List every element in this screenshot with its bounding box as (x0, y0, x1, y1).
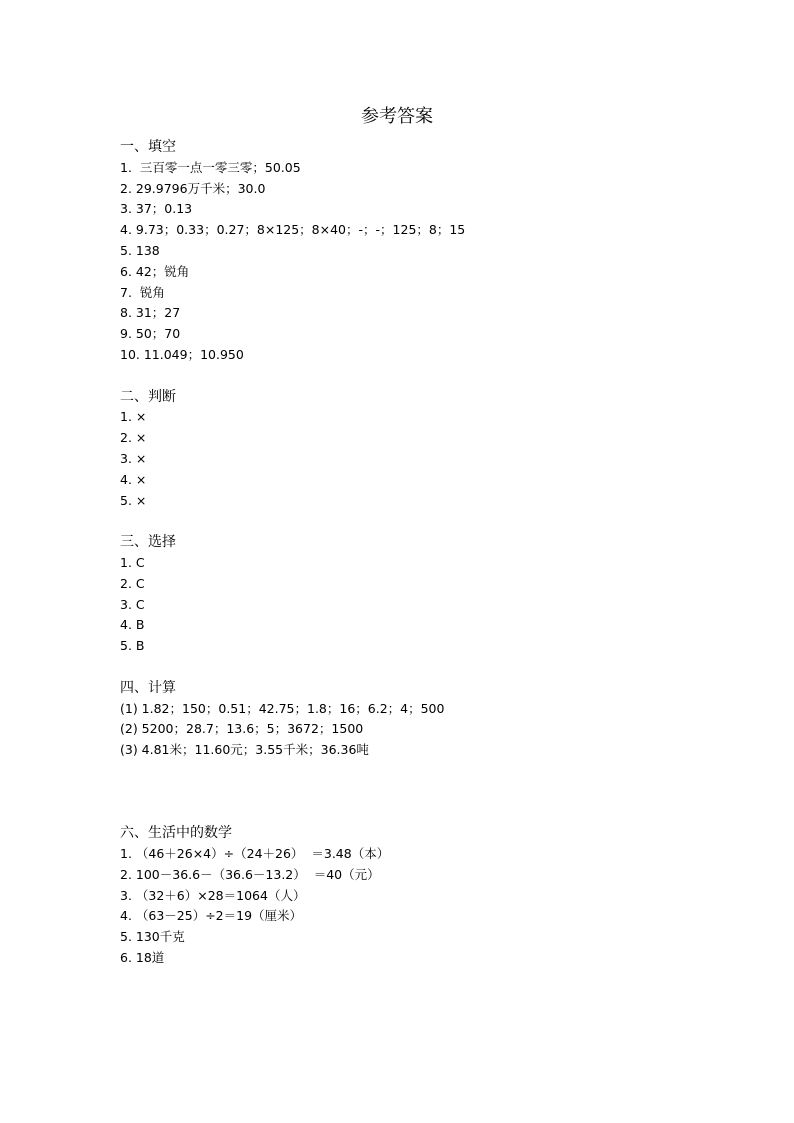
answer-item: (2) 5200；28.7；13.6；5；3672；1500 (120, 721, 364, 737)
answer-item: 7. 锐角 (120, 284, 165, 300)
section-heading: 四、计算 (120, 679, 176, 696)
answer-item: 9. 50；70 (120, 326, 181, 342)
spacer (120, 803, 720, 824)
answer-item: 5. 130千克 (120, 929, 185, 945)
section-heading: 二、判断 (120, 388, 176, 405)
answer-item: (3) 4.81米；11.60元；3.55千米；36.36吨 (120, 742, 369, 758)
answer-item: 4. × (120, 471, 147, 487)
section-heading: 一、填空 (120, 139, 176, 155)
answer-item: (1) 1.82；150；0.51；42.75；1.8；16；6.2；4；500 (120, 700, 445, 716)
answer-item: 5. 138 (120, 242, 160, 258)
answer-item: 4. 9.73；0.33；0.27；8×125；8×40；-；-；125；8；15 (120, 222, 466, 238)
answer-item: 3. × (120, 450, 147, 466)
answer-item: 1. × (120, 409, 147, 425)
spacer (120, 511, 720, 532)
section-heading: 三、选择 (120, 534, 176, 551)
answer-item: 2. C (120, 575, 145, 591)
spacer (120, 782, 720, 803)
answer-item: 1. 三百零一点一零三零；50.05 (120, 159, 301, 175)
answer-item: 8. 31；27 (120, 305, 181, 321)
spacer (120, 761, 720, 782)
answer-item: 3. （32＋6）×28＝1064（人） (120, 887, 306, 903)
answer-content (120, 137, 720, 969)
section-multiple-choice (120, 532, 720, 657)
answer-item: 2. 100－36.6－（36.6－13.2） ＝40（元） (120, 866, 380, 882)
section-calculation (120, 678, 720, 761)
section-life-math (120, 823, 720, 969)
answer-item: 3. C (120, 596, 145, 612)
answer-item: 6. 42；锐角 (120, 263, 190, 279)
answer-item: 2. 29.9796万千米；30.0 (120, 180, 266, 196)
answer-item: 5. × (120, 492, 147, 508)
answer-item: 4. B (120, 617, 145, 633)
answer-item: 1. C (120, 554, 145, 570)
answer-item: 1. （46＋26×4）÷（24＋26） ＝3.48（本） (120, 846, 390, 862)
answer-item: 3. 37；0.13 (120, 201, 193, 217)
section-true-false (120, 387, 720, 512)
answer-item: 4. （63－25）÷2＝19（厘米） (120, 908, 303, 924)
section-heading: 六、生活中的数学 (120, 825, 232, 842)
answer-item: 10. 11.049；10.950 (120, 346, 244, 362)
answer-item: 5. B (120, 638, 145, 654)
spacer (120, 366, 720, 387)
spacer (120, 657, 720, 678)
answer-item: 6. 18道 (120, 950, 165, 966)
section-fill-blank (120, 137, 720, 366)
answer-item: 2. × (120, 430, 147, 446)
page-title: 参考答案 (361, 106, 433, 127)
